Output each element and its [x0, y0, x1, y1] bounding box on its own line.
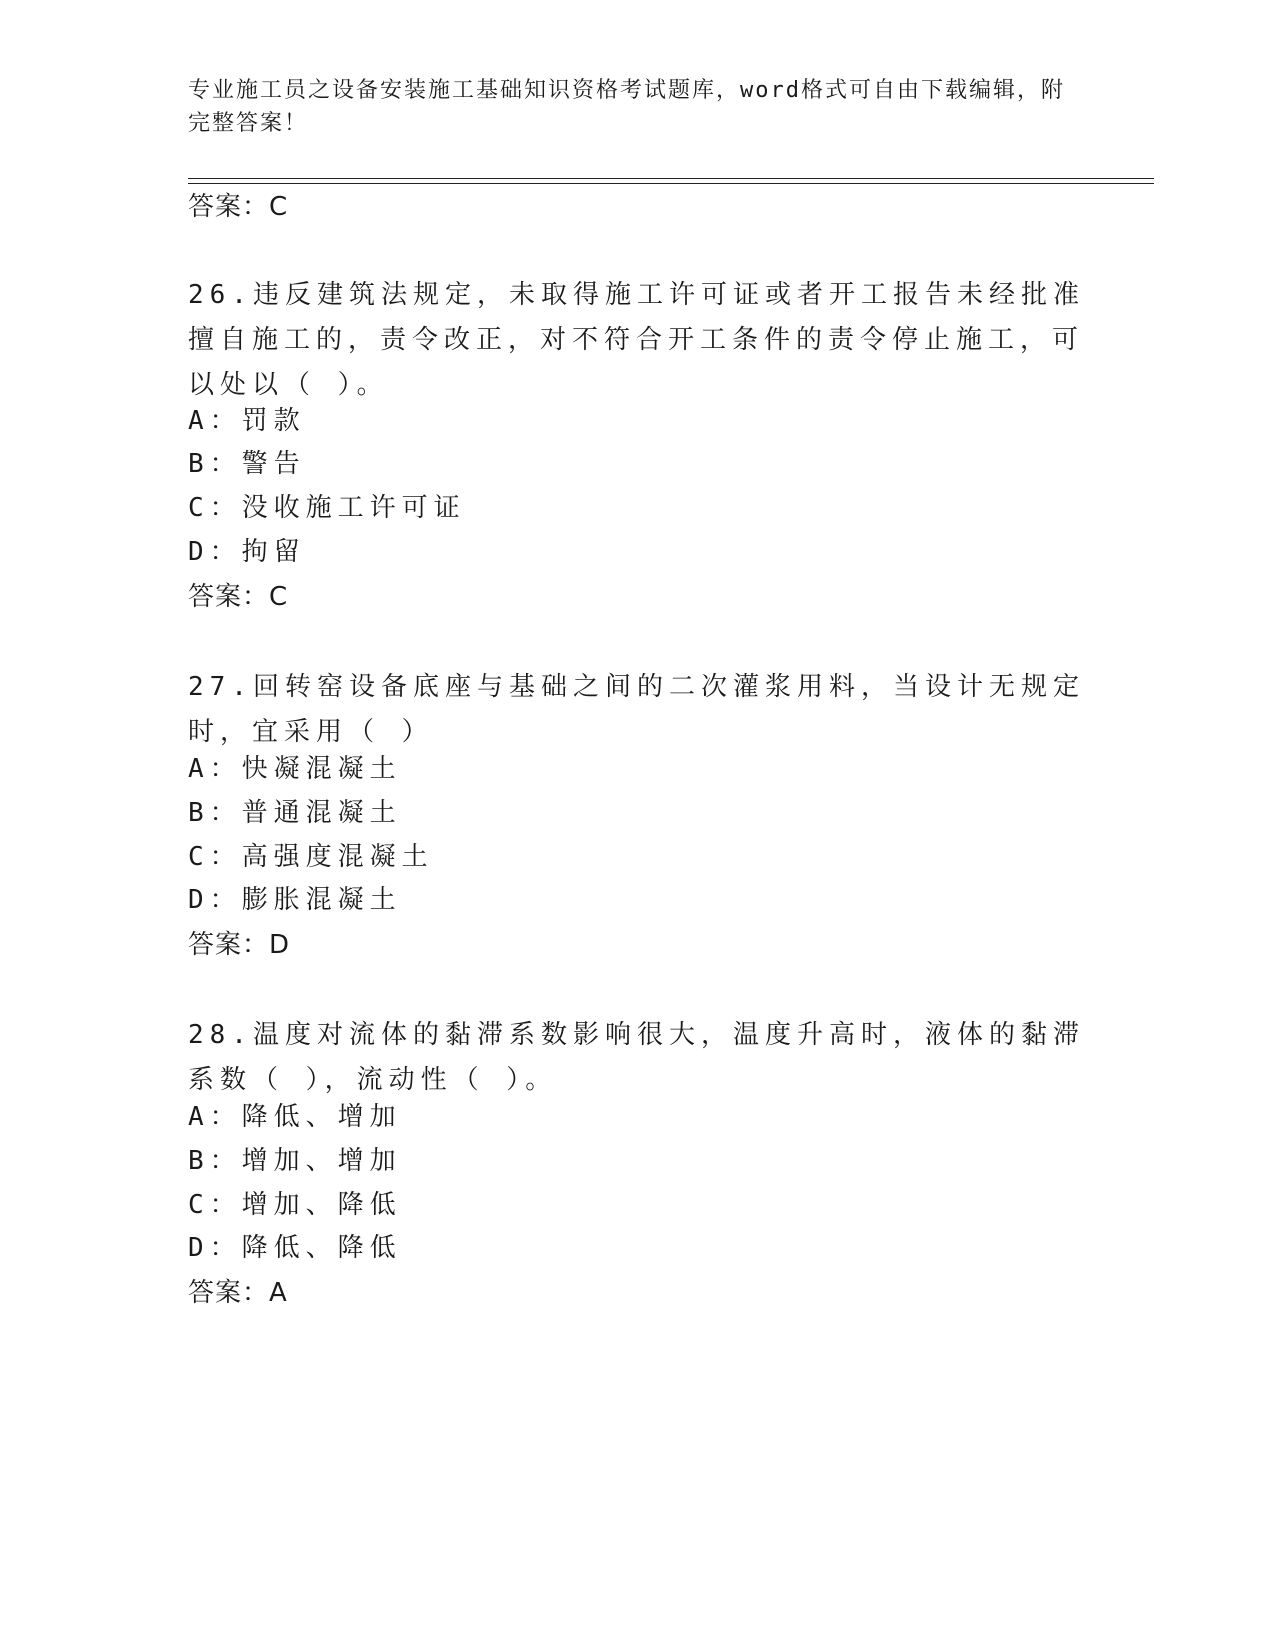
question-28-option-a: A：降低、增加	[188, 1102, 402, 1132]
question-26-answer: 答案：C	[188, 582, 289, 612]
question-27-option-c: C：高强度混凝土	[188, 842, 434, 872]
question-28-option-d: D：降低、降低	[188, 1233, 402, 1263]
header-note: 专业施工员之设备安装施工基础知识资格考试题库，word格式可自由下载编辑，附完整答案！	[188, 78, 1065, 136]
question-28-option-b: B：增加、增加	[188, 1146, 402, 1176]
question-28-option-c: C：增加、降低	[188, 1190, 402, 1220]
question-26-option-d: D：拘留	[188, 537, 306, 567]
question-26-text: 26.违反建筑法规定，未取得施工许可证或者开工报告未经批准擅自施工的，责令改正，对不符合开工条件的责令停止施工，可以处以（ ）。	[188, 280, 1085, 400]
question-27-option-a: A：快凝混凝土	[188, 754, 402, 784]
question-27-text: 27.回转窑设备底座与基础之间的二次灌浆用料，当设计无规定时，宜采用（ ）	[188, 672, 1085, 747]
answer-prev: 答案：C	[188, 192, 289, 222]
question-27-answer: 答案：D	[188, 930, 291, 960]
question-26-option-c: C：没收施工许可证	[188, 493, 466, 523]
question-26-option-a: A：罚款	[188, 406, 306, 436]
question-28-answer: 答案：A	[188, 1278, 288, 1308]
question-26-option-b: B：警告	[188, 449, 306, 479]
question-28-text: 28.温度对流体的黏滞系数影响很大，温度升高时，液体的黏滞系数（ ），流动性（ ）。	[188, 1020, 1085, 1095]
header-divider-top	[188, 178, 1154, 179]
question-27-option-b: B：普通混凝土	[188, 798, 402, 828]
header-divider-bottom	[188, 183, 1154, 184]
question-27-option-d: D：膨胀混凝土	[188, 885, 402, 915]
